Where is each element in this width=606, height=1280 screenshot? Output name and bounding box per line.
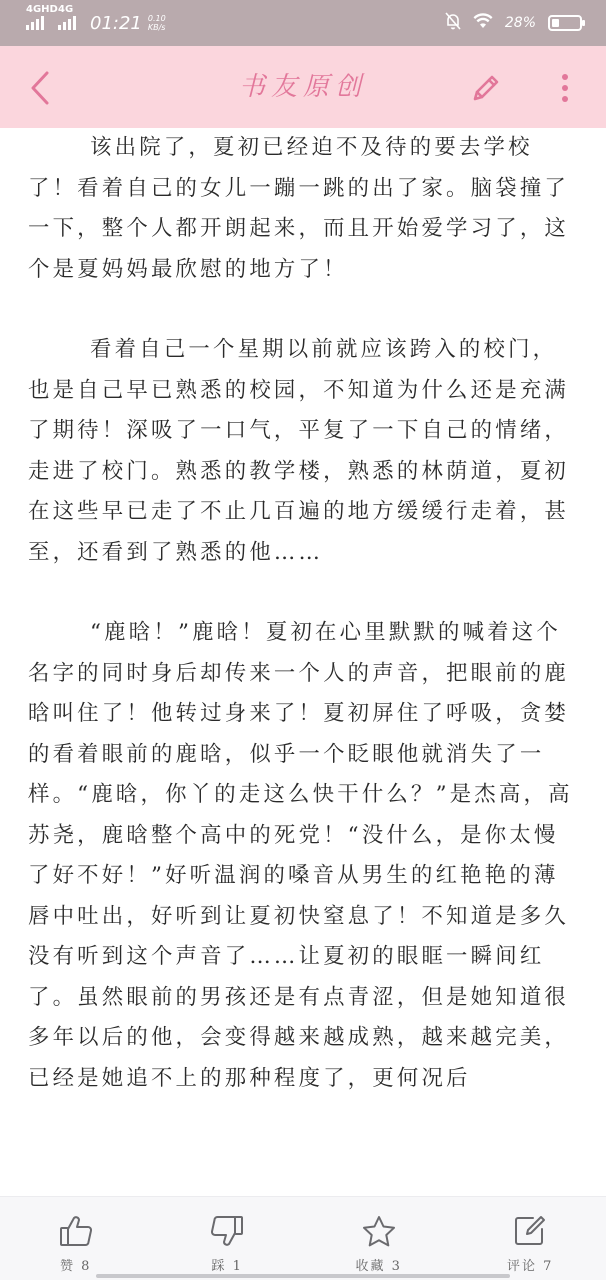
status-bar bbox=[0, 0, 606, 46]
signal-bars-icon bbox=[26, 16, 44, 30]
battery-percent: 28% bbox=[504, 15, 536, 31]
dislike-button[interactable] bbox=[152, 1197, 304, 1280]
more-button[interactable] bbox=[550, 68, 580, 108]
battery-icon bbox=[548, 15, 582, 31]
network-speed bbox=[148, 14, 166, 32]
network-speed-value: 0.10 bbox=[147, 14, 166, 23]
wifi-icon bbox=[473, 13, 493, 33]
more-vertical-icon bbox=[561, 73, 569, 103]
thumbs-down-icon bbox=[210, 1215, 244, 1247]
article-paragraph-2: 看着自己一个星期以前就应该跨入的校门，也是自己早已熟悉的校园，不知道为什么还是充满了期待！深吸了一口气，平复了一下自己的情绪，走进了校门。熟悉的教学楼，熟悉的林荫道，夏初在这些早已走了不止几百遍的地方缓缓行走着，甚至，还看到了熟悉的他…… bbox=[28, 337, 569, 565]
network-type-2: 4G bbox=[58, 4, 74, 15]
edit-button[interactable] bbox=[466, 68, 506, 108]
app-header bbox=[0, 46, 606, 128]
bottom-action-bar bbox=[0, 1196, 606, 1280]
favorite-button[interactable] bbox=[303, 1197, 455, 1280]
article-content bbox=[28, 128, 580, 1196]
comment-button[interactable] bbox=[455, 1197, 606, 1280]
home-indicator[interactable] bbox=[96, 1274, 510, 1278]
like-count: 赞 8 bbox=[60, 1259, 92, 1274]
pencil-icon bbox=[470, 72, 502, 104]
signal-1 bbox=[26, 4, 58, 30]
battery-fill bbox=[552, 19, 559, 27]
thumbs-up-icon bbox=[59, 1215, 93, 1247]
favorite-count: 收藏 3 bbox=[355, 1259, 402, 1274]
star-icon bbox=[362, 1215, 396, 1247]
comment-count: 评论 7 bbox=[507, 1259, 554, 1274]
network-type-1: 4GHD bbox=[26, 4, 58, 15]
page-title: 书友原创 bbox=[238, 72, 367, 102]
mute-bell-icon bbox=[445, 12, 461, 34]
network-speed-unit: KB/s bbox=[147, 23, 166, 32]
article-paragraph-1: 该出院了，夏初已经迫不及待的要去学校了！看着自己的女儿一蹦一跳的出了家。脑袋撞了一下，整个人都开朗起来，而且开始爱学习了，这个是夏妈妈最欣慰的地方了！ bbox=[28, 135, 569, 282]
signal-bars-icon-2 bbox=[58, 16, 76, 30]
dislike-count: 踩 1 bbox=[211, 1259, 243, 1274]
like-button[interactable] bbox=[0, 1197, 152, 1280]
article-paragraph-3: “鹿晗！”鹿晗！夏初在心里默默的喊着这个名字的同时身后却传来一个人的声音，把眼前的鹿晗叫住了！他转过身来了！夏初屏住了呼吸，贪婪的看着眼前的鹿晗，似乎一个眨眼他就消失了一样。“鹿晗，你丫的走这么快干什么？”是杰高，高苏尧，鹿晗整个高中的死党！“没什么，是你太慢了好不好！”好听温润的嗓音从男生的红艳艳的薄唇中吐出，好听到让夏初快窒息了！不知道是多久没有听到这个声音了……让夏初的眼眶一瞬间红了。虽然眼前的男孩还是有点青涩，但是她知道很多年以后的他，会变得越来越成熟，越来越完美，已经是她追不上的那种程度了，更何况后 bbox=[28, 620, 573, 1091]
signal-2 bbox=[58, 4, 76, 30]
status-time: 01:21 bbox=[90, 12, 142, 34]
comment-edit-icon bbox=[513, 1215, 547, 1247]
